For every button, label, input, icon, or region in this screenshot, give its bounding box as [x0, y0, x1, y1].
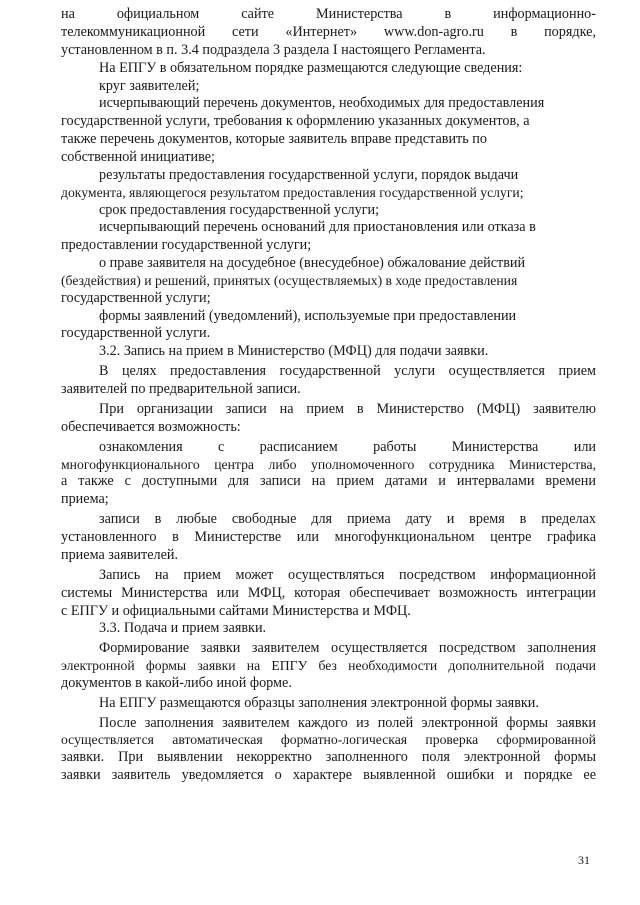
text-line: исчерпывающий перечень оснований для приостановления или отказа в [99, 219, 536, 236]
text-line: осуществляется автоматическая форматно-логическая проверка сформированной [61, 732, 596, 748]
text-line: В целях предоставления государственной услуги осуществляется прием [99, 363, 596, 380]
text-line: приема; [61, 491, 109, 508]
text-line: документа, являющегося результатом предоставления государственной услуги; [61, 184, 524, 200]
text-line: При организации записи на прием в Министерство (МФЦ) заявителю [99, 401, 596, 417]
text-line: заявки. При выявлении некорректно заполненного поля электронной формы [61, 749, 596, 766]
text-line: предоставлении государственной услуги; [61, 237, 312, 254]
section-heading: 3.2. Запись на прием в Министерство (МФЦ) для подачи заявки. [99, 343, 489, 360]
text-line: приема заявителей. [61, 546, 179, 563]
text-line: На ЕПГУ размещаются образцы заполнения электронной формы заявки. [99, 694, 539, 711]
text-line: исчерпывающий перечень документов, необходимых для предоставления [99, 95, 545, 112]
text-line: государственной услуги, требования к оформлению указанных документов, а [61, 113, 530, 130]
document-page [61, 6, 596, 785]
text-line: результаты предоставления государственной услуги, порядок выдачи [99, 167, 519, 184]
text-line: с ЕПГУ и официальными сайтами Министерства и МФЦ. [61, 602, 411, 619]
text-line: формы заявлений (уведомлений), используемые при предоставлении [99, 307, 517, 324]
text-line: системы Министерства или МФЦ, которая обеспечивает возможность интеграции [61, 584, 596, 601]
text-line: многофункционального центра либо уполномоченного сотрудника Министерства, [61, 456, 596, 472]
text-line: собственной инициативе; [61, 149, 215, 166]
text-line: круг заявителей; [99, 77, 200, 94]
text-line: установленном в п. 3.4 подраздела 3 раздела I настоящего Регламента. [61, 41, 486, 58]
text-line: также перечень документов, которые заявитель вправе представить по [61, 131, 487, 148]
section-heading: 3.3. Подача и прием заявки. [99, 620, 267, 637]
text-line: обеспечивается возможность: [61, 418, 241, 435]
text-line: записи в любые свободные для приема дату и время в пределах [99, 511, 596, 528]
text-line: После заполнения заявителем каждого из полей электронной формы заявки [99, 714, 596, 731]
text-line: о праве заявителя на досудебное (внесудебное) обжалование действий [99, 255, 526, 272]
text-line: электронной формы заявки на ЕПГУ без необходимости дополнительной подачи [61, 658, 596, 674]
text-line: (бездействия) и решений, принятых (осуществляемых) в ходе предоставления [61, 273, 518, 289]
text-line: документов в какой-либо иной форме. [61, 674, 292, 691]
text-line: заявки заявитель уведомляется о характере выявленной ошибки и порядке ее [61, 766, 596, 783]
text-line: установленного в Министерстве или многофункциональном центре графика [61, 528, 596, 545]
text-line: государственной услуги. [61, 325, 211, 342]
text-line: на официальном сайте Министерства в информационно- [61, 6, 596, 22]
text-line: телекоммуникационной сети «Интернет» www.don-agro.ru в порядке, [61, 23, 596, 40]
text-line: Формирование заявки заявителем осуществляется посредством заполнения [99, 640, 596, 657]
text-line: На ЕПГУ в обязательном порядке размещаются следующие сведения: [99, 59, 523, 76]
text-line: срок предоставления государственной услуги; [99, 201, 380, 218]
text-line: Запись на прием может осуществляться посредством информационной [99, 566, 596, 583]
text-line: ознакомления с расписанием работы Министерства или [99, 438, 596, 455]
text-line: государственной услуги; [61, 289, 211, 306]
page-number: 31 [578, 853, 590, 867]
text-line: а также с доступными для записи на прием датами и интервалами времени [61, 473, 596, 490]
text-line: заявителей по предварительной записи. [61, 381, 301, 398]
